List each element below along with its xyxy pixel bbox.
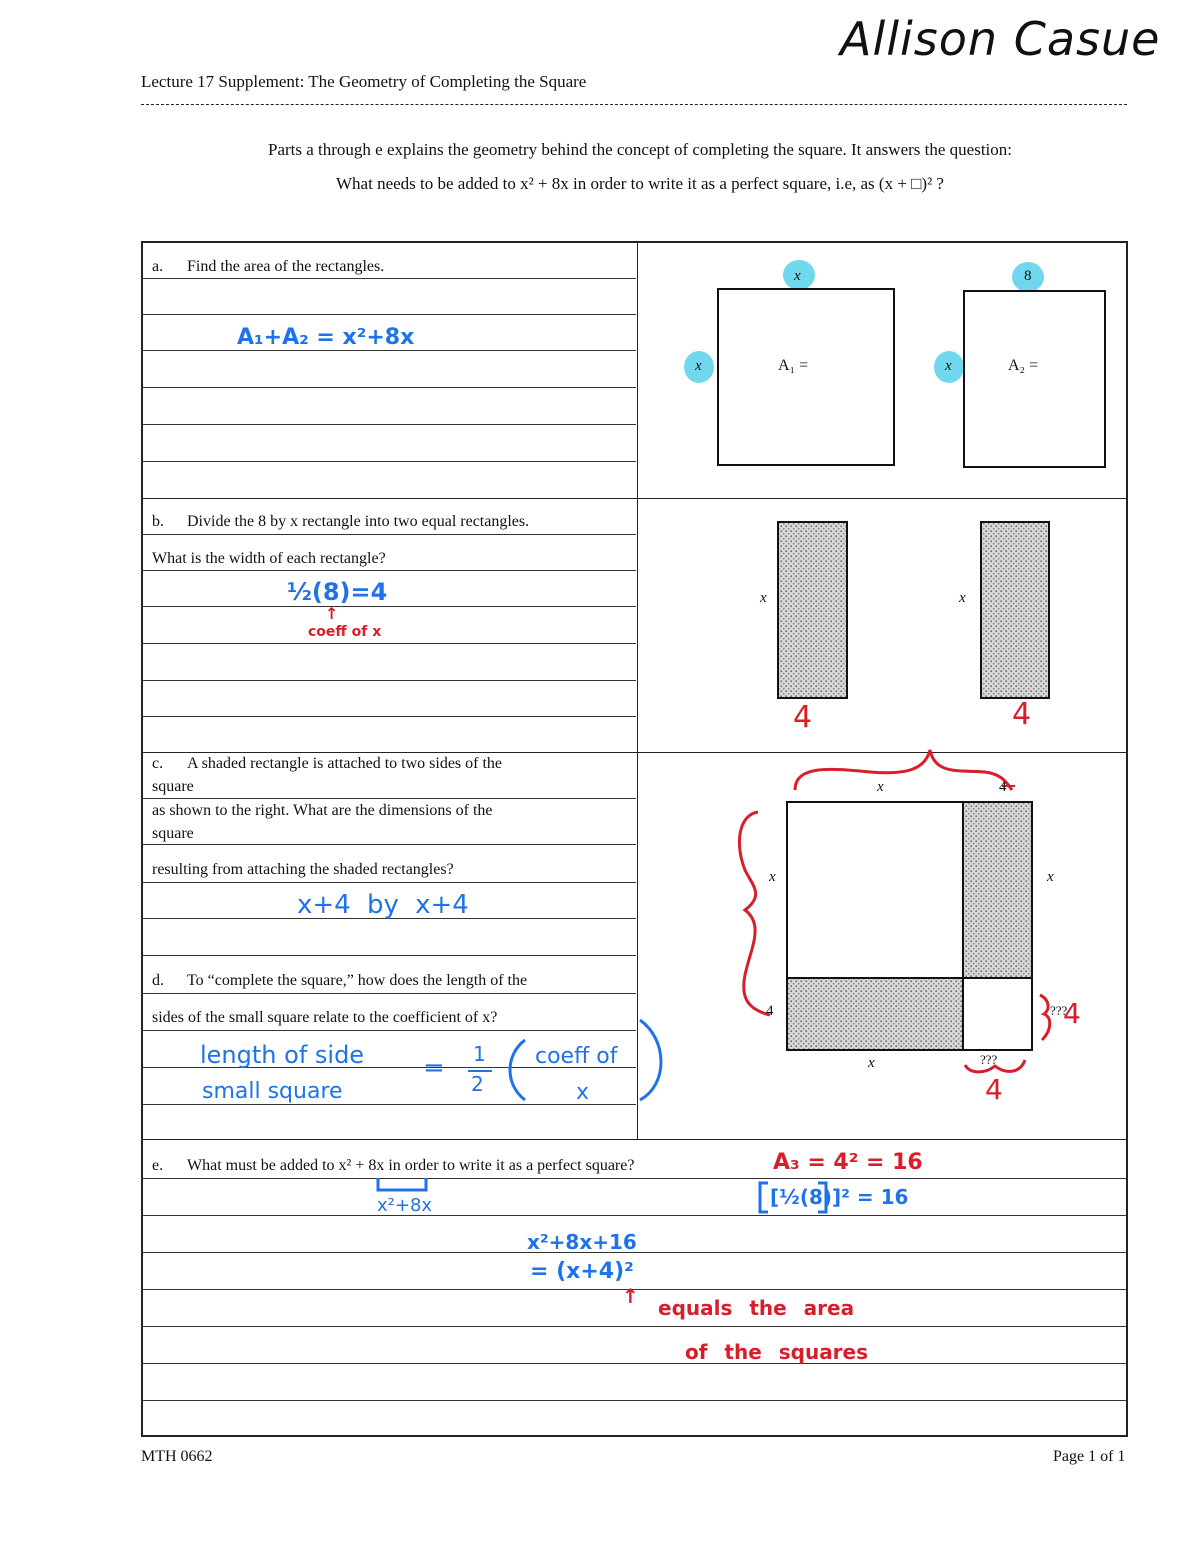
footer-course: MTH 0662 [141,1448,213,1465]
part-c-letter: c. [152,755,164,772]
part-b-answer: ½(8)=4 [287,578,388,606]
answer-4-bottom: 4 [985,1073,1003,1106]
part-d-answer-right2: x [576,1080,590,1105]
part-e-note2: of the squares [685,1340,869,1364]
part-c-line5: resulting from attaching the shaded rectangles? [152,861,454,878]
label-x-side: x [695,358,702,374]
part-b-note: coeff of x [308,624,382,640]
part-b-letter: b. [152,513,164,530]
label-x-side: x [959,590,966,606]
part-d-answer-right1: coeff of [535,1044,618,1069]
intro-line-1: Parts a through e explains the geometry behind the concept of completing the square. It answers the question: [267,140,1012,159]
part-c-answer: x+4 by x+4 [297,890,469,920]
part-e-note1: equals the area [658,1296,855,1320]
part-c-line2: square [152,778,194,795]
header-title: Lecture 17 Supplement: The Geometry of Completing the Square [141,72,587,91]
part-e-answer-expanded: x²+8x+16 [527,1230,637,1254]
part-d-equals: = [423,1053,445,1083]
part-c-line1: A shaded rectangle is attached to two sides of the [187,755,503,772]
label-x-bottom: x [868,1055,875,1071]
part-d-answer-left2: small square [202,1079,343,1104]
part-a-prompt: Find the area of the rectangles. [187,258,385,275]
label-unknown-bottom: ??? [980,1052,998,1067]
part-d-letter: d. [152,972,164,989]
area-a1-label: A₁ = [778,357,809,374]
part-e-answer-square: = (x+4)² [530,1259,634,1284]
part-e-answer-half8: [½(8)]² = 16 [770,1185,909,1209]
part-d-frac-num: 1 [473,1042,486,1066]
answer-4-right: 4 [1063,997,1081,1030]
signature: Allison Casue [840,12,1161,66]
arrow-up-icon: ↑ [325,604,339,623]
part-a-answer: A₁+A₂ = x²+8x [237,325,415,350]
label-x-side: x [945,358,952,374]
label-x-right: x [1047,869,1054,885]
label-4-top: 4 [999,779,1007,795]
part-b-prompt: Divide the 8 by x rectangle into two equal rectangles. [187,513,530,530]
part-c-line3: as shown to the right. What are the dimensions of the [152,802,493,819]
width-label-red: 4 [793,700,813,735]
footer-page: Page 1 of 1 [1053,1448,1126,1465]
label-x-top: x [794,268,801,284]
part-e-letter: e. [152,1157,164,1174]
label-4-left: 4 [766,1003,774,1019]
part-d-line2: sides of the small square relate to the coefficient of x? [152,1009,498,1026]
part-b-prompt2: What is the width of each rectangle? [152,550,386,567]
label-unknown-right: ??? [1050,1003,1068,1018]
area-a2-label: A₂ = [1008,357,1039,374]
arrow-up-icon: ↑ [622,1284,639,1308]
part-e-answer-a3: A₃ = 4² = 16 [773,1150,923,1175]
part-e-prompt: What must be added to x² + 8x in order to write it as a perfect square? [187,1157,635,1174]
label-x-left: x [769,869,776,885]
part-d-line1: To “complete the square,” how does the length of the [187,972,528,989]
part-c-line4: square [152,825,194,842]
width-label-red: 4 [1012,697,1032,732]
label-x-side: x [760,590,767,606]
part-d-frac-den: 2 [471,1072,484,1096]
part-d-answer-left1: length of side [200,1041,365,1069]
intro-line-2: What needs to be added to x² + 8x in order to write it as a perfect square, i.e, as (x + □)² ? [336,174,944,193]
label-8-top: 8 [1024,268,1032,284]
label-x-top: x [877,779,884,795]
part-a-letter: a. [152,258,164,275]
part-e-answer-x2-8x: x²+8x [377,1195,433,1216]
